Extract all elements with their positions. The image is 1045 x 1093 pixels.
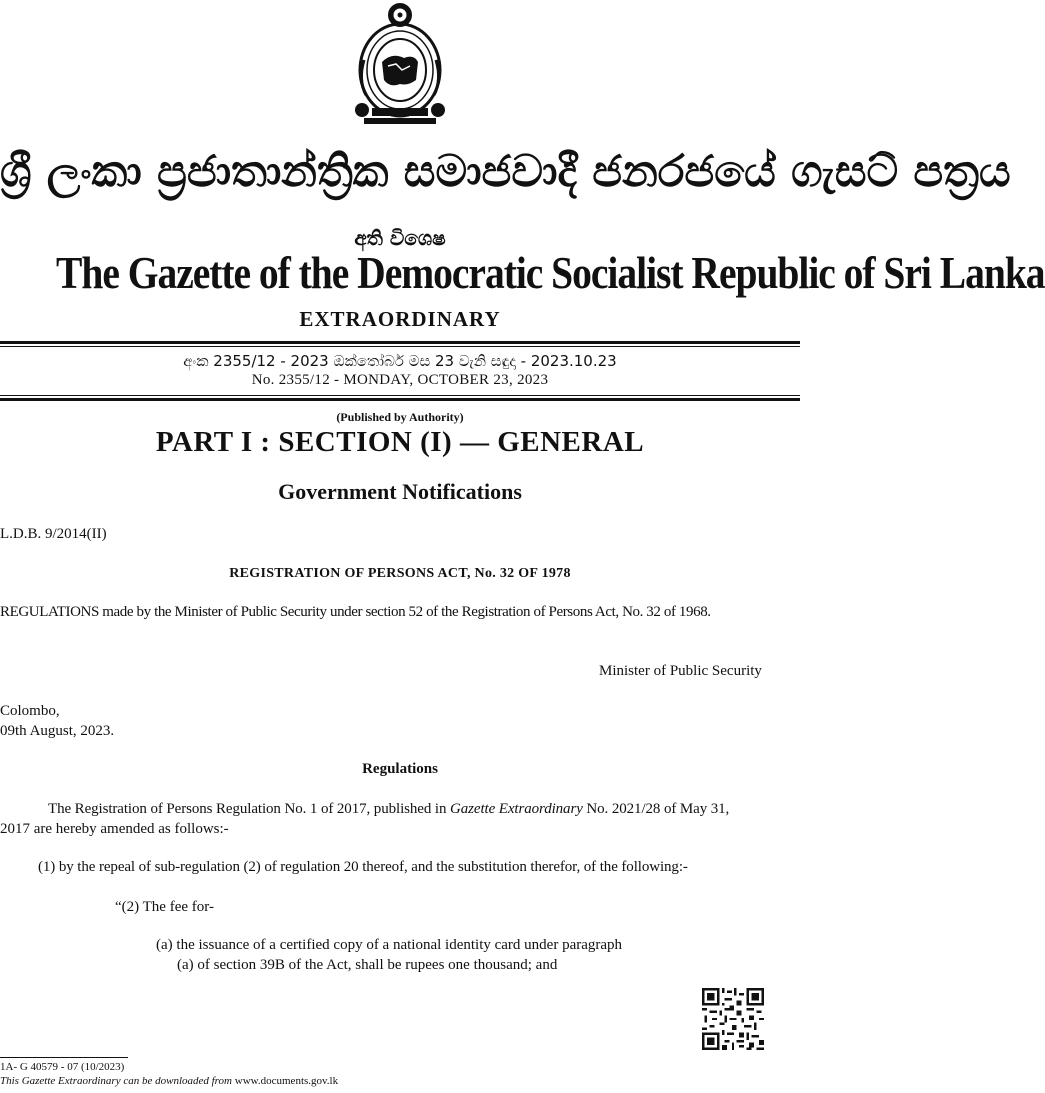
footer-rule <box>0 1057 128 1058</box>
header-divider-top-thin <box>0 346 800 347</box>
paragraph-1-line-1 <box>48 799 729 819</box>
paragraph-1-line-2: 2017 are hereby amended as follows:- <box>0 821 229 837</box>
act-title: REGISTRATION OF PERSONS ACT, No. 32 OF 1978 <box>229 566 571 581</box>
qr-code-icon <box>702 988 764 1050</box>
header-divider-bottom-thin <box>0 395 800 396</box>
published-by-authority: (Published by Authority) <box>336 410 464 424</box>
gazette-title-english: The Gazette of the Democratic Socialist Republic of Sri Lanka <box>56 247 1045 298</box>
download-url: www.documents.gov.lk <box>232 1075 339 1087</box>
paragraph-1-text: The Registration of Persons Regulation No. 1 of 2017, published in <box>48 801 451 817</box>
printer-code: 1A- G 40579 - 07 (10/2023) <box>0 1061 125 1073</box>
signing-date: 09th August, 2023. <box>0 723 115 739</box>
amendment-item-1: (1) by the repeal of sub-regulation (2) of regulation 20 thereof, and the substitution therefor, of the following:- <box>38 859 688 875</box>
extraordinary-label: EXTRAORDINARY <box>299 307 501 331</box>
header-divider-top <box>0 341 800 344</box>
header-divider-bottom <box>0 398 800 401</box>
paragraph-1-text-end: No. 2021/28 of May 31, <box>582 801 730 817</box>
issue-line-english: No. 2355/12 - MONDAY, OCTOBER 23, 2023 <box>251 372 549 388</box>
sub-item-a-line-1: (a) the issuance of a certified copy of a national identity card under paragraph <box>156 937 623 953</box>
fee-intro: “(2) The fee for- <box>115 899 214 915</box>
signing-place: Colombo, <box>0 703 60 719</box>
gazette-reference-italic: Gazette Extraordinary <box>450 801 583 817</box>
part-section-title: PART I : SECTION (I) — GENERAL <box>155 426 645 458</box>
state-emblem-icon <box>352 0 448 136</box>
signatory-title: Minister of Public Security <box>599 663 762 679</box>
sub-item-a-line-2: (a) of section 39B of the Act, shall be rupees one thousand; and <box>177 957 558 973</box>
extraordinary-label-sinhala: අති විශෙෂ <box>354 226 446 250</box>
download-note <box>0 1075 338 1087</box>
download-note-text: This Gazette Extraordinary can be downloaded from <box>0 1075 232 1087</box>
reference-number: L.D.B. 9/2014(II) <box>0 526 107 542</box>
issue-line-sinhala: අංක 2355/12 - 2023 ඔක්තෝබර් මස 23 වැනි සඳුදා - 2023.10.23 <box>183 352 617 370</box>
section-heading: Government Notifications <box>278 479 522 504</box>
regulations-preamble: REGULATIONS made by the Minister of Public Security under section 52 of the Registration of Persons Act, No. 32 of 1968. <box>0 604 711 620</box>
regulations-heading: Regulations <box>362 761 438 777</box>
gazette-title-sinhala: ශ්‍රී ලංකා ප්‍රජාතාන්ත්‍රික සමාජවාදී ජනරජයේ ගැසට් පත්‍රය <box>0 146 1011 197</box>
